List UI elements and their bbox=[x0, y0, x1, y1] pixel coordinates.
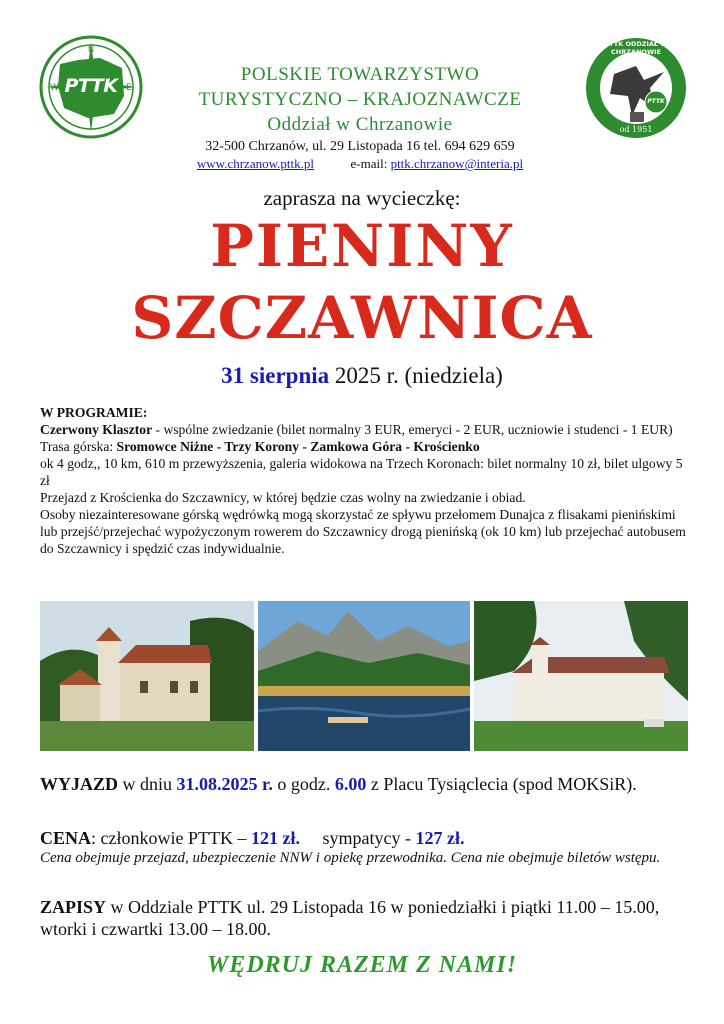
cena-section bbox=[40, 827, 690, 867]
logo-right-arc-text: PTTK ODDZIAŁ W CHRZANOWIE bbox=[604, 40, 668, 56]
logo-right-year: od 1951 bbox=[619, 125, 653, 134]
trip-date-day: 31 sierpnia bbox=[221, 363, 330, 388]
email-label: e-mail: bbox=[350, 156, 388, 171]
program-osoby: Osoby niezainteresowane górską wędrówką mogą skorzystać ze spływu przełomem Dunajca z flisakami pienińskimi lub przejść/przejechać wypożyczonym rowerem do Szczawnicy drogą pienińską (ok 10 km) lub przejechać autobusem do Szczawnicy i spędzić czas indywidualnie. bbox=[40, 507, 686, 556]
klasztor-name: Czerwony Klasztor bbox=[40, 422, 153, 437]
website-link[interactable]: www.chrzanow.pttk.pl bbox=[196, 156, 314, 171]
wyjazd-date: 31.08.2025 r. bbox=[176, 774, 273, 794]
wyjazd-section bbox=[40, 773, 690, 795]
zapisy-text: w Oddziale PTTK ul. 29 Listopada 16 w poniedziałki i piątki 11.00 – 15.00, wtorki i czwartki 13.00 – 18.00. bbox=[40, 897, 660, 939]
email-link[interactable]: pttk.chrzanow@interia.pl bbox=[390, 156, 524, 171]
invite-text: zaprasza na wycieczkę: bbox=[263, 186, 461, 210]
cena-sympathizers: 127 zł. bbox=[415, 828, 465, 848]
svg-text:E: E bbox=[126, 83, 132, 93]
trasa-route: Sromowce Niżne - Trzy Korony - Zamkowa Góra - Krościenko bbox=[116, 439, 480, 454]
svg-text:W: W bbox=[50, 83, 59, 93]
pttk-logo-text: PTTK bbox=[64, 75, 118, 97]
photo-trzy-korony-dunajec bbox=[258, 601, 470, 751]
svg-text:N: N bbox=[88, 45, 94, 54]
title-pieniny: PIENINY bbox=[210, 212, 514, 280]
klasztor-details: - wspólne zwiedzanie (bilet normalny 3 EUR, emeryci - 2 EUR, uczniowie i studenci - 1 EUR) bbox=[152, 422, 673, 437]
cena-members: 121 zł. bbox=[251, 828, 300, 848]
wyjazd-place: z Placu Tysiąclecia (spod MOKSiR). bbox=[366, 774, 637, 794]
title-szczawnica: SZCZAWNICA bbox=[131, 284, 593, 352]
wyjazd-label: WYJAZD bbox=[40, 774, 119, 794]
program-heading: W PROGRAMIE: bbox=[40, 405, 148, 420]
cena-text2: sympatycy - bbox=[300, 828, 416, 848]
zapisy-section bbox=[40, 896, 690, 940]
program-section bbox=[40, 404, 690, 557]
zapisy-label: ZAPISY bbox=[40, 897, 107, 917]
photo-czerwony-klasztor bbox=[40, 601, 254, 751]
program-trasa bbox=[40, 438, 690, 455]
trasa-label: Trasa górska: bbox=[40, 439, 117, 454]
slogan: WĘDRUJ RAZEM Z NAMI! bbox=[206, 952, 518, 978]
wyjazd-text1: w dniu bbox=[118, 774, 177, 794]
program-klasztor bbox=[40, 421, 690, 438]
wyjazd-time: 6.00 bbox=[334, 774, 367, 794]
org-branch: Oddział w Chrzanowie bbox=[267, 114, 453, 135]
trip-date bbox=[0, 363, 724, 389]
photo-szczawnica bbox=[474, 601, 688, 751]
logo-right-badge-text: PTTK bbox=[647, 98, 665, 105]
org-name-line2: TURYSTYCZNO – KRAJOZNAWCZE bbox=[198, 89, 522, 110]
trasa-details: ok 4 godz,, 10 km, 610 m przewyższenia, galeria widokowa na Trzech Koronach: bilet normalny 10 zł, bilet ulgowy 5 zł bbox=[40, 456, 683, 488]
contact-line bbox=[120, 156, 600, 172]
org-name-line1: POLSKIE TOWARZYSTWO bbox=[240, 64, 480, 85]
trip-date-rest: 2025 r. (niedziela) bbox=[329, 363, 503, 388]
pttk-chrzanow-logo-right bbox=[584, 36, 688, 140]
pttk-logo-left bbox=[38, 34, 144, 140]
cena-text1: : członkowie PTTK – bbox=[91, 828, 251, 848]
org-address: 32-500 Chrzanów, ul. 29 Listopada 16 tel. 694 629 659 bbox=[205, 139, 515, 154]
cena-label: CENA bbox=[40, 828, 92, 848]
program-przejazd: Przejazd z Krościenka do Szczawnicy, w której będzie czas wolny na zwiedzanie i obiad. bbox=[40, 490, 526, 505]
wyjazd-text2: o godz. bbox=[272, 774, 335, 794]
cena-note: Cena obejmuje przejazd, ubezpieczenie NNW i opiekę przewodnika. Cena nie obejmuje biletów wstępu. bbox=[40, 850, 661, 866]
